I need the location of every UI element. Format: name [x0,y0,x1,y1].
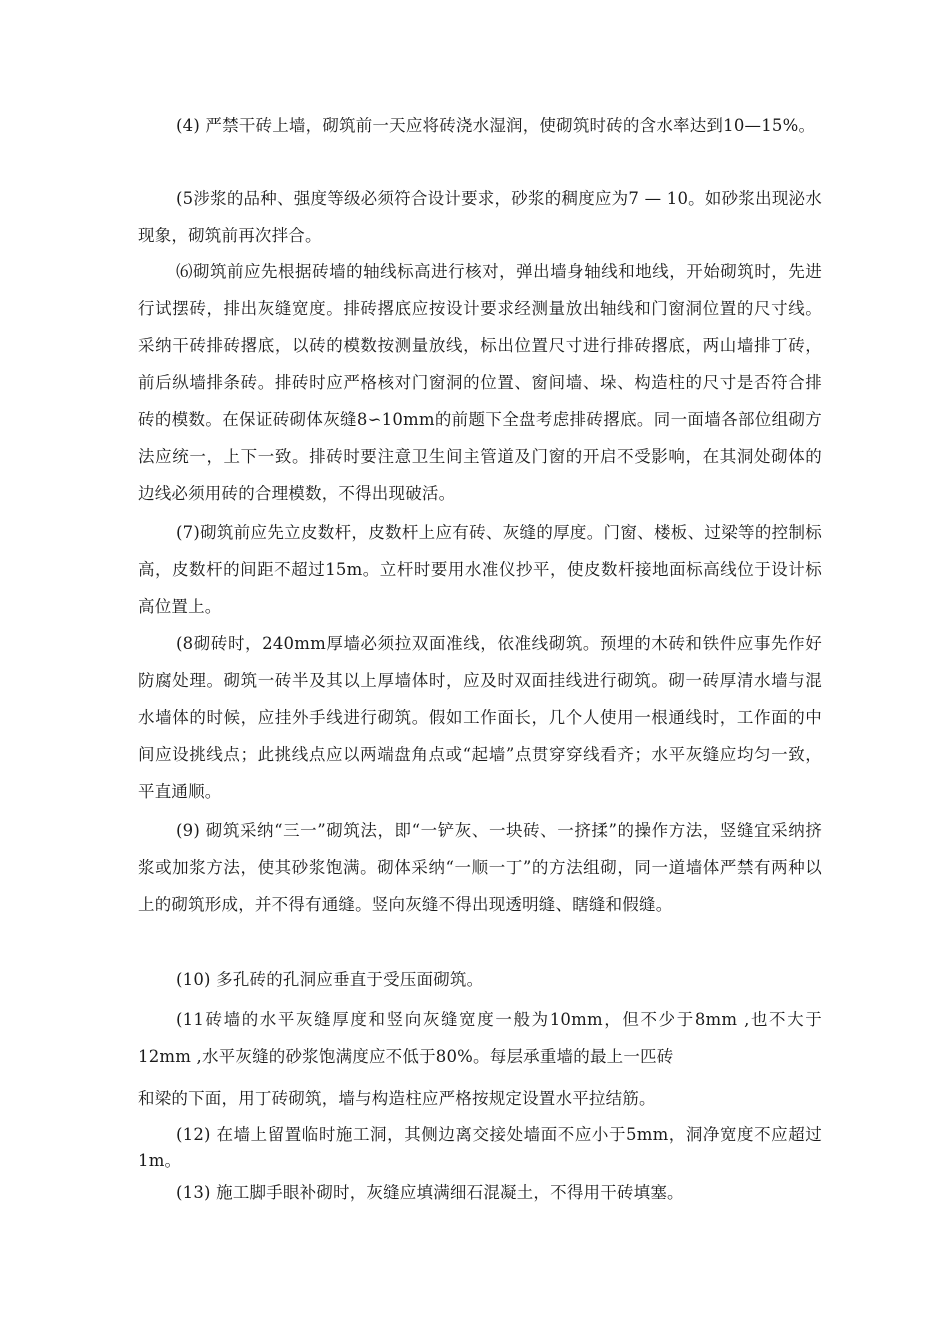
paragraph-item-8: (8砌砖时，240mm厚墙必须拉双面准线，依准线砌筑。预埋的木砖和铁件应事先作好防腐处理。砌筑一砖半及其以上厚墙体时，应及时双面挂线进行砌筑。砌一砖厚清水墙与混水墙体的时候，应挂外手线进行砌筑。假如工作面长，几个人使用一根通线时，工作面的中间应设挑线点；此挑线点应以两端盘角点或“起墙”点贯穿穿线看齐；水平灰缝应均匀一致，平直通顺。 [138,634,822,801]
paragraph-item-9: (9) 砌筑采纳“三一”砌筑法，即“一铲灰、一块砖、一挤揉”的操作方法，竖缝宜采纳挤浆或加浆方法，使其砂浆饱满。砌体采纳“一顺一丁”的方法组砌，同一道墙体严禁有两种以上的砌筑形成，并不得有通缝。竖向灰缝不得出现透明缝、瞎缝和假缝。 [138,821,822,914]
paragraph-item-11-continued: 和梁的下面，用丁砖砌筑，墙与构造柱应严格按规定设置水平拉结筋。 [138,1089,656,1108]
paragraph-item-13: (13) 施工脚手眼补砌时，灰缝应填满细石混凝土，不得用干砖填塞。 [176,1183,684,1202]
paragraph-item-5: (5涉浆的品种、强度等级必须符合设计要求，砂浆的稠度应为7 — 10。如砂浆出现泌水现象，砌筑前再次拌合。 [138,189,822,245]
paragraph-item-10: (10) 多孔砖的孔洞应垂直于受压面砌筑。 [176,970,484,989]
paragraph-item-4: (4) 严禁干砖上墙，砌筑前一天应将砖浇水湿润，使砌筑时砖的含水率达到10—15%。 [176,116,816,135]
paragraph-item-7: (7)砌筑前应先立皮数杆，皮数杆上应有砖、灰缝的厚度。门窗、楼板、过梁等的控制标高，皮数杆的间距不超过15m。立杆时要用水准仪抄平，使皮数杆接地面标高线位于设计标高位置上。 [138,523,822,616]
paragraph-item-12: (12) 在墙上留置临时施工洞，其侧边离交接处墙面不应小于5mm，洞净宽度不应超过1m。 [138,1125,822,1170]
paragraph-item-11: (11砖墙的水平灰缝厚度和竖向灰缝宽度一般为10mm，但不少于8mm ,也不大于12mm ,水平灰缝的砂浆饱满度应不低于80%。每层承重墙的最上一匹砖 [138,1010,822,1066]
paragraph-item-6: ⑹砌筑前应先根据砖墙的轴线标高进行核对，弹出墙身轴线和地线，开始砌筑时，先进行试摆砖，排出灰缝宽度。排砖撂底应按设计要求经测量放出轴线和门窗洞位置的尺寸线。采纳干砖排砖撂底，以砖的模数按测量放线，标出位置尺寸进行排砖撂底，两山墙排丁砖，前后纵墙排条砖。排砖时应严格核对门窗洞的位置、窗间墙、垛、构造柱的尺寸是否符合排砖的模数。在保证砖砌体灰缝8∽10mm的前题下全盘考虑排砖撂底。同一面墙各部位组砌方法应统一，上下一致。排砖时要注意卫生间主管道及门窗的开启不受影响，在其洞处砌体的边线必须用砖的合理模数，不得出现破活。 [138,262,822,503]
